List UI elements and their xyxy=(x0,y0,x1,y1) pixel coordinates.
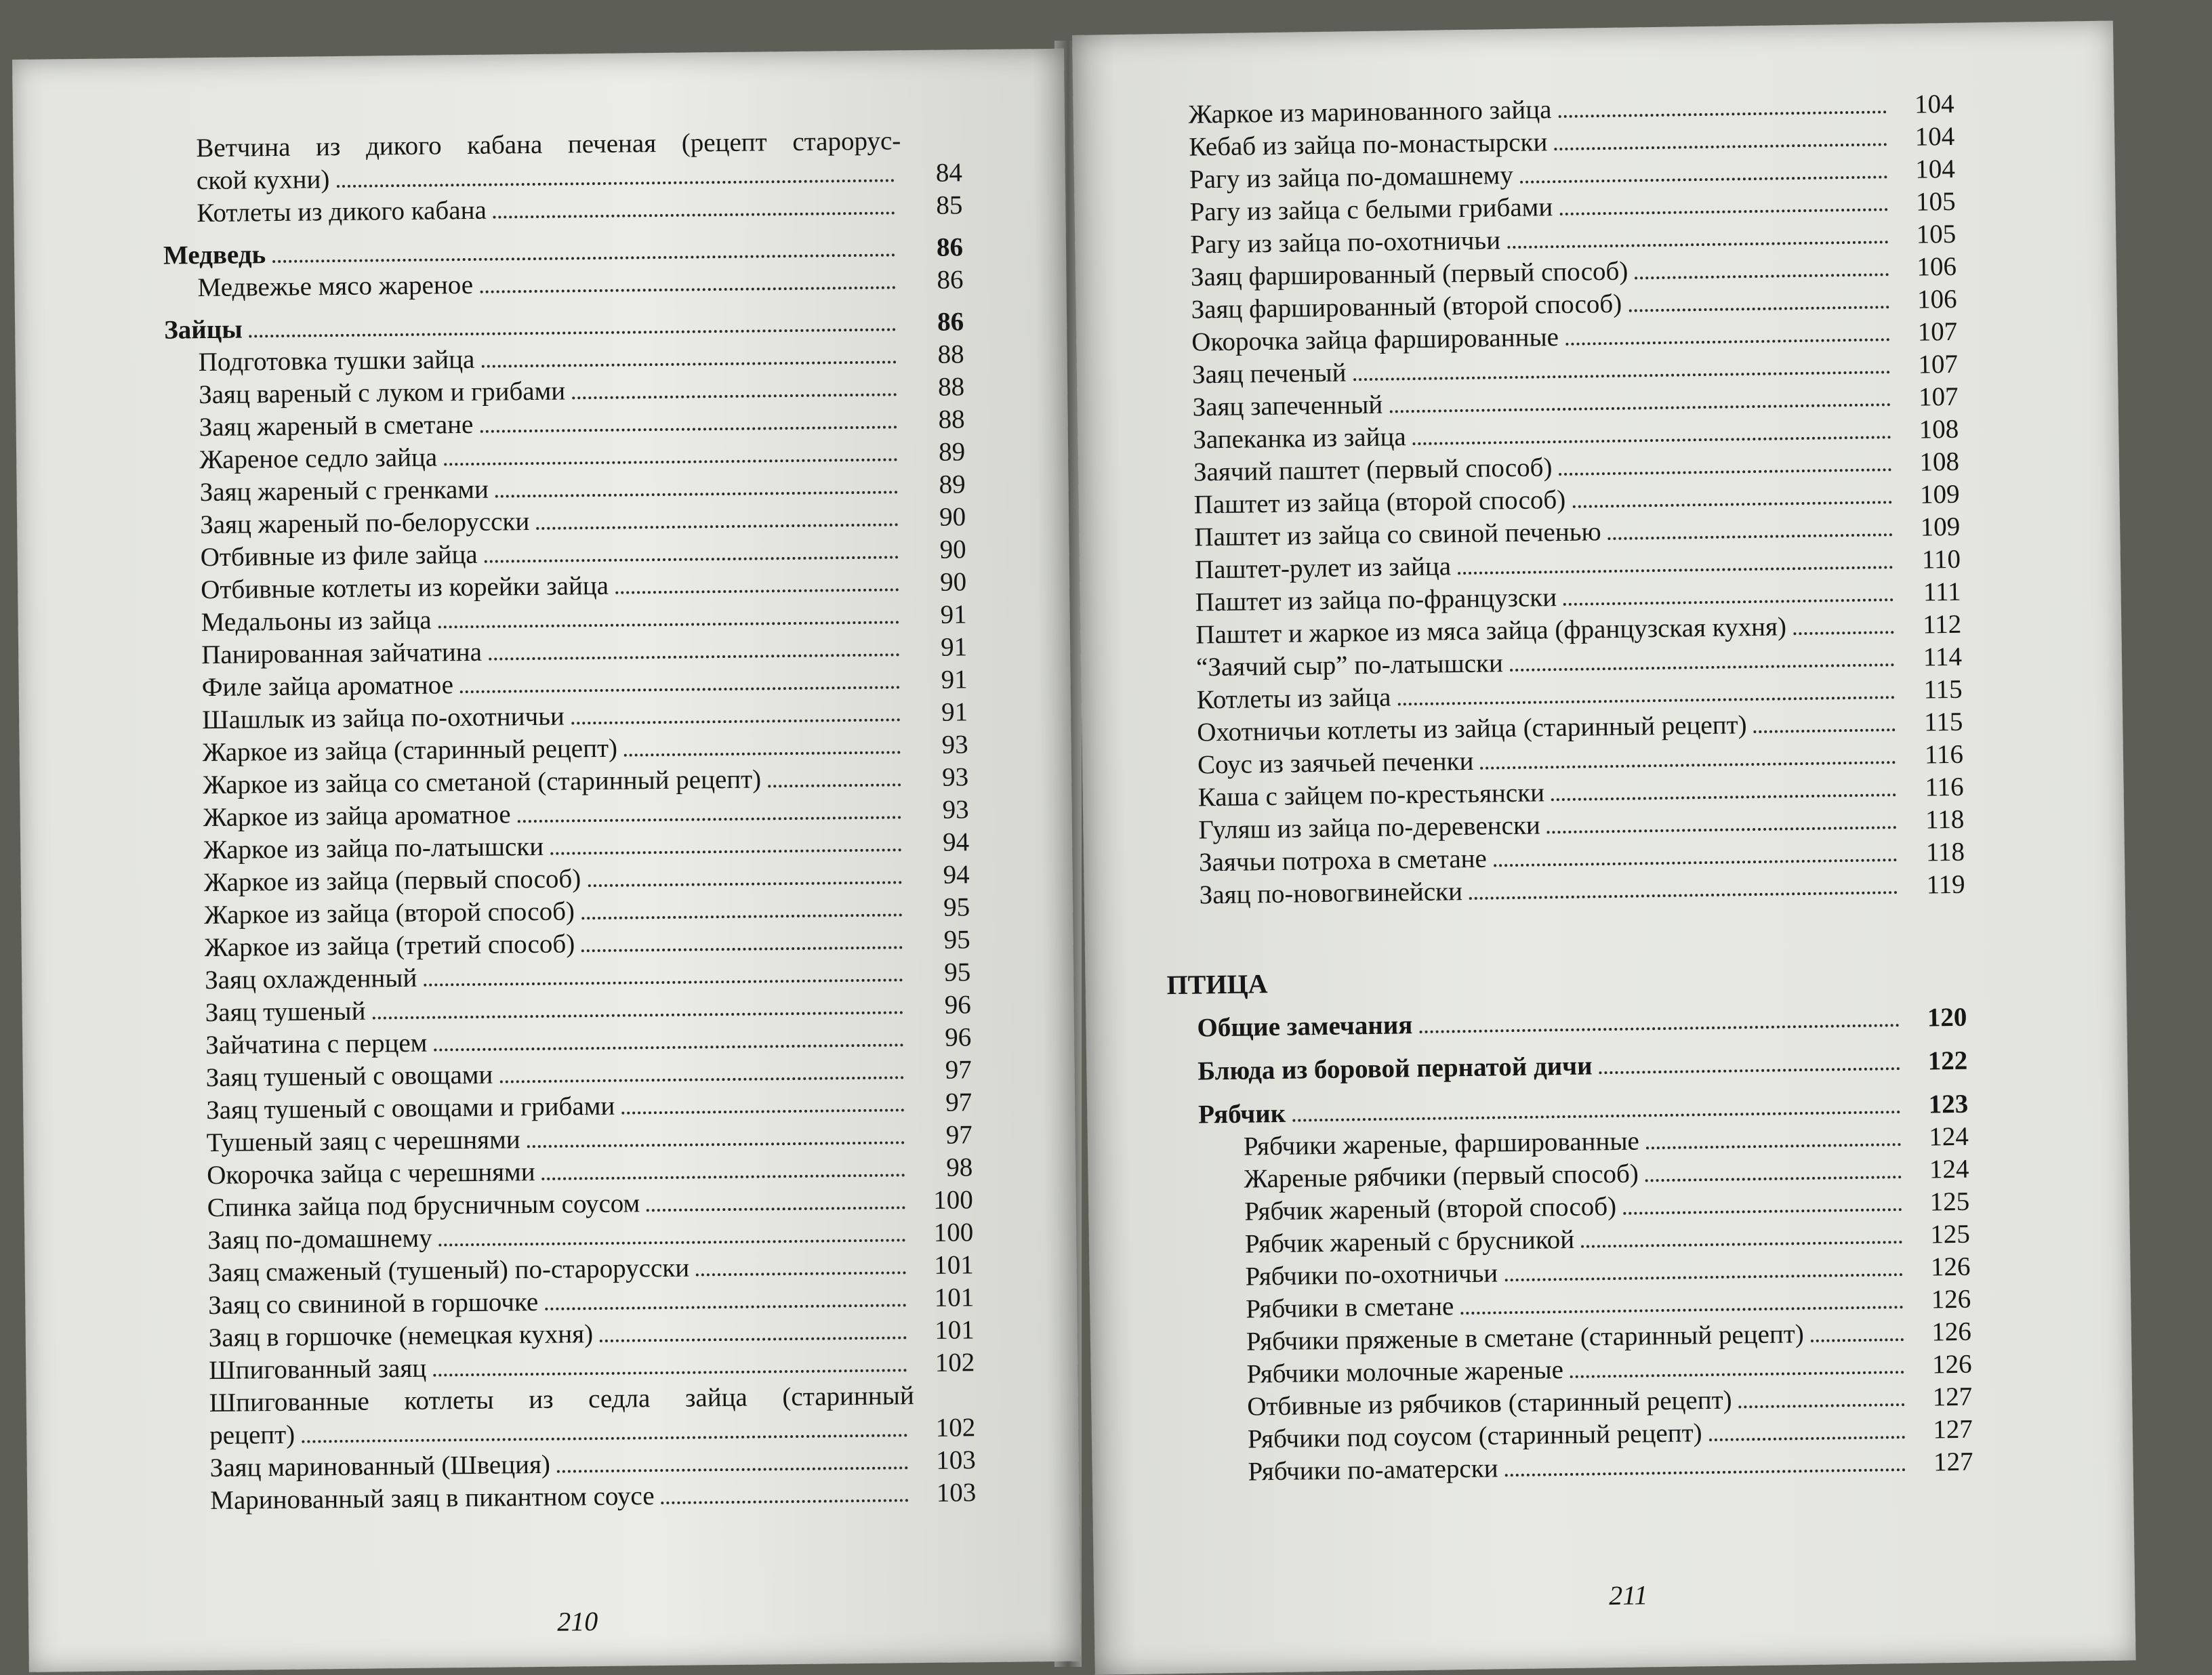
leader-dots xyxy=(1645,1176,1902,1182)
toc-entry-page: 100 xyxy=(933,1218,974,1247)
toc-entry-page: 120 xyxy=(1927,1002,1967,1033)
toc-entry-title: Заяц охлажденный xyxy=(205,963,417,995)
toc-section-entry xyxy=(1168,1045,1968,1088)
leader-dots xyxy=(615,588,899,594)
toc-entry-title: Соус из заячьей печенки xyxy=(1197,746,1474,780)
leader-dots xyxy=(1599,1067,1900,1074)
leader-dots xyxy=(1419,1024,1899,1033)
toc-entry-title: Шашлык из зайца по-охотничьи xyxy=(201,701,565,735)
toc-entry-page: 96 xyxy=(944,990,971,1020)
leader-dots xyxy=(495,491,898,497)
toc-entry-title: Подготовка тушки зайца xyxy=(198,344,475,377)
toc-entry-page: 101 xyxy=(934,1315,975,1345)
leader-dots xyxy=(1559,208,1887,215)
leader-dots xyxy=(557,1466,908,1472)
toc-entry-page: 107 xyxy=(1917,316,1958,347)
leader-dots xyxy=(768,783,901,787)
toc-entry-page: 103 xyxy=(935,1445,976,1475)
toc-entry-title: Жаркое из зайца по-латышски xyxy=(203,831,544,865)
toc-entry-title: Заяц вареный с луком и грибами xyxy=(198,376,566,410)
leader-dots xyxy=(373,1011,903,1019)
toc-entry-word: зайца xyxy=(684,1382,747,1413)
toc-entry-title: Заячий паштет (первый способ) xyxy=(1193,453,1553,487)
toc-entry-word: кабана xyxy=(467,129,543,160)
toc-entry-page: 111 xyxy=(1923,577,1961,607)
leader-dots xyxy=(1565,338,1889,346)
toc-entry-page: 86 xyxy=(937,307,964,337)
toc-entry-title: Окорочка зайца фаршированные xyxy=(1191,323,1559,357)
toc-entry-page: 102 xyxy=(935,1348,975,1378)
toc-entry-title: Шпигованный заяц xyxy=(209,1353,427,1386)
leader-dots xyxy=(624,751,901,756)
leader-dots xyxy=(1554,143,1887,150)
toc-entry-word: седла xyxy=(588,1384,651,1414)
toc-entry-title: Рябчики молочные жареные xyxy=(1246,1355,1564,1389)
leader-dots xyxy=(1629,306,1889,312)
leader-dots xyxy=(1469,891,1898,900)
toc-entry-page: 88 xyxy=(937,339,964,369)
leader-dots xyxy=(438,621,899,628)
toc-entry-title: Каша с зайцем по-крестьянски xyxy=(1197,778,1545,812)
leader-dots xyxy=(518,816,901,823)
toc-entry-title: Заяц смаженый (тушеный) по-старорусски xyxy=(207,1253,690,1288)
toc-entry-title: рецепт) xyxy=(209,1420,295,1451)
toc-entry-word: Шпигованные xyxy=(209,1386,370,1418)
leader-dots xyxy=(696,1271,906,1276)
toc-entry-page: 119 xyxy=(1926,869,1965,900)
toc-entry-page: 98 xyxy=(945,1153,973,1182)
leader-dots xyxy=(1646,1143,1901,1149)
toc-entry-title: Рябчики по-охотничьи xyxy=(1245,1258,1498,1291)
toc-entry-title: Рябчики по-аматерски xyxy=(1248,1453,1498,1487)
toc-entry-title: Жаркое из зайца (старинный рецепт) xyxy=(202,733,618,768)
leader-dots xyxy=(647,1206,905,1212)
toc-entry-page: 126 xyxy=(1931,1284,1971,1315)
toc-entry-title: Окорочка зайца с черешнями xyxy=(207,1157,535,1191)
toc-entry-title: Жаркое из зайца (второй способ) xyxy=(204,896,575,930)
toc-entry-title: Паштет-рулет из зайца xyxy=(1194,552,1452,585)
toc-right xyxy=(1154,88,1973,1489)
leader-dots xyxy=(581,946,903,952)
toc-entry-page: 105 xyxy=(1916,219,1957,249)
toc-entry-title: Отбивные из филе зайца xyxy=(200,539,478,573)
toc-entry-page: 115 xyxy=(1923,674,1963,705)
leader-dots xyxy=(1551,793,1896,801)
toc-entry-page: 118 xyxy=(1925,804,1965,835)
toc-entry-page: 104 xyxy=(1914,121,1955,152)
leader-dots xyxy=(1811,1338,1904,1342)
toc-entry-title: Гуляш из зайца по-деревенски xyxy=(1198,810,1541,845)
toc-entry-page: 102 xyxy=(935,1413,976,1443)
toc-entry-page: 94 xyxy=(943,860,970,890)
toc-entry-title: Медведь xyxy=(163,240,266,270)
leader-dots xyxy=(1481,761,1896,770)
leader-dots xyxy=(1292,1111,1900,1122)
toc-entry-page: 88 xyxy=(938,405,965,434)
toc-entry-page: 124 xyxy=(1929,1121,1969,1152)
toc-entry-page: 89 xyxy=(939,470,966,499)
toc-entry-title: Рябчики в сметане xyxy=(1245,1291,1454,1324)
toc-entry-page: 108 xyxy=(1919,447,1960,477)
leader-dots xyxy=(434,1043,903,1051)
toc-entry-page: 124 xyxy=(1929,1154,1969,1184)
toc-entry-page: 94 xyxy=(942,827,970,857)
toc-entry-title: “Заячий сыр” по-латышски xyxy=(1195,648,1504,682)
leader-dots xyxy=(1504,1273,1902,1281)
toc-entry-page: 103 xyxy=(936,1478,977,1508)
toc-entry-title: Жаркое из зайца (первый способ) xyxy=(203,864,581,898)
toc-entry-title: Заяц по-новогвинейски xyxy=(1199,877,1463,910)
toc-entry-page: 106 xyxy=(1917,284,1957,314)
leader-dots xyxy=(1739,1403,1905,1408)
toc-entry-page: 107 xyxy=(1918,349,1959,379)
toc-entry-page: 93 xyxy=(941,762,969,792)
toc-entry-page: 97 xyxy=(945,1120,972,1150)
leader-dots xyxy=(481,360,896,367)
toc-entry-title: Рябчики под соусом (старинный рецепт) xyxy=(1247,1418,1702,1454)
toc-entry-word: котлеты xyxy=(404,1385,494,1416)
toc-entry-title: Заяц жареный с гренками xyxy=(199,474,489,508)
leader-dots xyxy=(571,718,900,724)
leader-dots xyxy=(480,426,897,432)
toc-entry-title: Заяц тушеный с овощами xyxy=(205,1060,493,1093)
toc-entry-title: Зайцы xyxy=(163,314,243,345)
toc-entry-page: 86 xyxy=(937,265,964,295)
toc-entry-page: 95 xyxy=(943,957,971,987)
toc-entry-page: 91 xyxy=(940,600,967,629)
toc-entry-page: 93 xyxy=(942,795,969,825)
toc-entry-word: (старинный xyxy=(782,1381,914,1412)
toc-entry-title: Рябчики жареные, фаршированные xyxy=(1243,1126,1640,1161)
toc-entry-title: Запеканка из зайца xyxy=(1193,422,1406,455)
leader-dots xyxy=(439,1239,906,1246)
page-number-left: 210 xyxy=(556,1606,598,1637)
toc-entry-page: 127 xyxy=(1933,1414,1973,1445)
toc-entry-page: 105 xyxy=(1915,186,1956,217)
toc-entry-title: Заяц тушеный с овощами и грибами xyxy=(206,1091,615,1125)
toc-left xyxy=(162,124,976,1517)
leader-dots xyxy=(1608,533,1893,540)
right-page xyxy=(1072,21,2136,1675)
toc-entry-page: 112 xyxy=(1922,609,1962,640)
toc-entry-page: 91 xyxy=(941,665,968,695)
toc-entry-page: 126 xyxy=(1931,1349,1972,1380)
toc-entry-title: ской кухни) xyxy=(196,165,330,196)
leader-dots xyxy=(336,179,894,188)
leader-dots xyxy=(1413,436,1891,445)
leader-dots xyxy=(485,556,899,562)
toc-entry-word: из xyxy=(528,1384,554,1415)
toc-entry-page: 116 xyxy=(1924,739,1964,770)
toc-entry-title: Зайчатина с перцем xyxy=(205,1028,428,1060)
toc-entry-title: Паштет из зайца (второй способ) xyxy=(1193,484,1566,520)
toc-entry-title: Заяц жареный в сметане xyxy=(199,409,474,442)
section-heading-poultry: ПТИЦА xyxy=(1166,968,1268,1001)
leader-dots xyxy=(444,458,897,466)
toc-entry-title: Жаркое из зайца со сметаной (старинный рецепт) xyxy=(203,764,762,800)
toc-entry-title: Рябчик жареный (второй способ) xyxy=(1244,1191,1617,1226)
leader-dots xyxy=(600,1336,907,1342)
leader-dots xyxy=(542,1174,905,1180)
leader-dots xyxy=(661,1499,909,1504)
leader-dots xyxy=(460,686,900,693)
leader-dots xyxy=(1505,1468,1906,1476)
toc-entry-page: 90 xyxy=(939,502,966,532)
toc-entry-page: 115 xyxy=(1923,707,1963,737)
toc-entry-title: Охотничьи котлеты из зайца (старинный рецепт) xyxy=(1197,710,1747,747)
toc-entry-page: 91 xyxy=(940,632,968,662)
leader-dots xyxy=(493,211,895,218)
toc-entry-title: Жаркое из зайца ароматное xyxy=(203,800,511,833)
toc-entry-title: Медвежье мясо жареное xyxy=(197,270,474,303)
toc-entry-page: 108 xyxy=(1919,414,1959,444)
toc-entry-page: 86 xyxy=(936,232,964,262)
toc-entry-title: Заячьи потроха в сметане xyxy=(1198,844,1488,877)
toc-entry-page: 95 xyxy=(943,892,970,922)
toc-entry-word: печеная xyxy=(567,129,657,159)
toc-entry-page: 127 xyxy=(1932,1382,1973,1412)
leader-dots xyxy=(1398,696,1895,705)
leader-dots xyxy=(1754,728,1896,733)
toc-entry-page: 125 xyxy=(1929,1186,1970,1217)
toc-entry-page: 97 xyxy=(945,1088,972,1117)
toc-entry-page: 114 xyxy=(1923,642,1963,672)
leader-dots xyxy=(621,1109,904,1114)
toc-entry-title: Медальоны из зайца xyxy=(201,605,432,638)
leader-dots xyxy=(550,848,901,854)
leader-dots xyxy=(1572,501,1891,508)
leader-dots xyxy=(1510,663,1894,671)
leader-dots xyxy=(545,1304,906,1310)
toc-entry-page: 96 xyxy=(944,1022,972,1052)
toc-entry-page: 126 xyxy=(1931,1317,1972,1347)
toc-entry-title: Заяц жареный по-белорусски xyxy=(199,507,530,540)
toc-entry-title: Блюда из боровой пернатой дичи xyxy=(1197,1051,1593,1086)
toc-entry-page: 101 xyxy=(934,1283,975,1312)
toc-entry-page: 107 xyxy=(1918,381,1959,412)
toc-entry-page: 110 xyxy=(1921,544,1961,575)
leader-dots xyxy=(536,523,898,530)
toc-entry-title: Заяц тушеный xyxy=(205,996,366,1028)
toc-entry-title: Маринованный заяц в пикантном соусе xyxy=(210,1481,655,1516)
leader-dots xyxy=(480,286,896,293)
toc-entry-title: Заяц печеный xyxy=(1191,358,1347,390)
leader-dots xyxy=(1563,598,1893,606)
toc-entry-title: Паштет из зайца со свиной печенью xyxy=(1194,517,1601,552)
leader-dots xyxy=(1520,175,1887,184)
toc-entry-page: 127 xyxy=(1933,1447,1973,1477)
toc-entry-title: Отбивные из рябчиков (старинный рецепт) xyxy=(1246,1385,1732,1422)
leader-dots xyxy=(1559,468,1892,476)
leader-dots xyxy=(1558,110,1886,118)
leader-dots xyxy=(1494,859,1897,867)
leader-dots xyxy=(1547,826,1897,833)
toc-entry-page: 101 xyxy=(933,1250,974,1280)
toc-entry-page: 118 xyxy=(1925,837,1965,867)
toc-section-entry xyxy=(1167,1001,1967,1045)
toc-entry-title: Заяц маринованный (Швеция) xyxy=(209,1449,551,1483)
toc-entry-title: Рябчики пряженые в сметане (старинный рецепт) xyxy=(1246,1319,1805,1357)
left-page xyxy=(12,49,1081,1672)
leader-dots xyxy=(1458,566,1893,575)
toc-entry-page: 116 xyxy=(1925,772,1964,802)
leader-dots xyxy=(1581,1241,1902,1248)
toc-entry-page: 125 xyxy=(1930,1219,1971,1249)
toc-entry-word: Ветчина xyxy=(196,132,291,163)
toc-entry-page: 126 xyxy=(1930,1252,1971,1282)
toc-entry-page: 90 xyxy=(939,567,967,597)
toc-entry-title: Жаркое из маринованного зайца xyxy=(1188,95,1552,129)
leader-dots xyxy=(272,253,895,263)
toc-entry-title: Котлеты из зайца xyxy=(1196,682,1391,715)
toc-entry-page: 123 xyxy=(1928,1089,1969,1119)
toc-entry-page: 97 xyxy=(945,1055,972,1085)
leader-dots xyxy=(1623,1208,1902,1215)
toc-entry-title: Заяц фаршированный (второй способ) xyxy=(1191,289,1622,325)
leader-dots xyxy=(1460,1306,1903,1315)
toc-entry-title: Тушеный заяц с черешнями xyxy=(206,1125,520,1158)
toc-entry-title: Филе зайца ароматное xyxy=(201,670,454,703)
toc-entry-page: 84 xyxy=(935,158,963,188)
toc-entry-title: Отбивные котлеты из корейки зайца xyxy=(200,571,609,605)
toc-entry-page: 100 xyxy=(933,1185,973,1215)
leader-dots xyxy=(1709,1436,1905,1441)
toc-entry-title: Паштет из зайца по-французски xyxy=(1195,583,1557,617)
leader-dots xyxy=(1507,241,1888,249)
toc-entry-title: Заяц со свининой в горшочке xyxy=(208,1287,539,1321)
leader-dots xyxy=(433,1369,907,1376)
toc-right-poultry-section xyxy=(1167,1001,1973,1489)
toc-entry-page: 88 xyxy=(937,372,965,402)
toc-entry-title: Панированная зайчатина xyxy=(201,637,483,670)
leader-dots xyxy=(424,978,903,986)
toc-entry-title: Рагу из зайца по-охотничьи xyxy=(1190,226,1501,260)
toc-entry-title: Заяц в горшочке (немецкая кухня) xyxy=(208,1319,594,1353)
toc-entry-title: Паштет и жаркое из мяса зайца (французская кухня) xyxy=(1195,612,1787,650)
toc-entry-word: (рецепт xyxy=(681,127,767,158)
toc-entry-page: 93 xyxy=(941,730,968,760)
toc-entry-title: Котлеты из дикого кабана xyxy=(197,195,487,228)
toc-entry-title: Общие замечания xyxy=(1197,1010,1413,1043)
leader-dots xyxy=(1570,1371,1904,1378)
toc-entry-title: Заяц фаршированный (первый способ) xyxy=(1190,256,1629,292)
toc-entry-title: Кебаб из зайца по-монастырски xyxy=(1189,127,1548,162)
leader-dots xyxy=(527,1141,905,1148)
leader-dots xyxy=(302,1434,907,1443)
toc-entry-page: 90 xyxy=(939,535,966,564)
leader-dots xyxy=(588,881,901,887)
toc-entry-title: Рябчик xyxy=(1197,1098,1286,1130)
toc-entry-word: дикого xyxy=(365,131,442,161)
toc-entry-word: из xyxy=(315,131,341,162)
toc-entry-page: 95 xyxy=(943,925,970,955)
toc-entry-page: 106 xyxy=(1917,251,1957,282)
leader-dots xyxy=(249,328,897,337)
toc-entry-word: старорус- xyxy=(792,126,901,157)
leader-dots xyxy=(499,1076,903,1083)
toc-entry-page: 104 xyxy=(1914,89,1954,119)
toc-entry-page: 104 xyxy=(1915,154,1956,184)
toc-entry-page: 85 xyxy=(936,190,963,220)
toc-entry-page: 122 xyxy=(1927,1046,1968,1076)
leader-dots xyxy=(1389,403,1890,413)
toc-entry-title: Жареные рябчики (первый способ) xyxy=(1244,1159,1639,1194)
toc-entry-title: Рагу из зайца по-домашнему xyxy=(1189,160,1514,194)
toc-entry-title: Рябчик жареный с брусникой xyxy=(1244,1224,1575,1259)
toc-entry-title: Спинка зайца под брусничным соусом xyxy=(207,1188,640,1223)
toc-entry-title: Заяц по-домашнему xyxy=(207,1223,432,1256)
toc-entry-page: 89 xyxy=(938,437,966,467)
toc-entry-title: Жаркое из зайца (третий способ) xyxy=(204,929,575,963)
leader-dots xyxy=(1353,371,1890,381)
toc-entry-page: 109 xyxy=(1919,479,1960,510)
leader-dots xyxy=(581,913,902,919)
toc-entry-page: 91 xyxy=(941,697,968,727)
leader-dots xyxy=(489,653,899,660)
toc-right-game-section xyxy=(1154,88,1965,912)
leader-dots xyxy=(1635,273,1889,279)
page-number-right: 211 xyxy=(1608,1579,1648,1611)
toc-entry-title: Жареное седло зайца xyxy=(199,442,438,475)
toc-entry-title: Заяц запеченный xyxy=(1192,390,1383,422)
leader-dots xyxy=(1793,631,1893,635)
toc-entry-page: 109 xyxy=(1920,512,1961,542)
leader-dots xyxy=(572,393,897,399)
toc-entry-title: Рагу из зайца с белыми грибами xyxy=(1189,192,1553,227)
